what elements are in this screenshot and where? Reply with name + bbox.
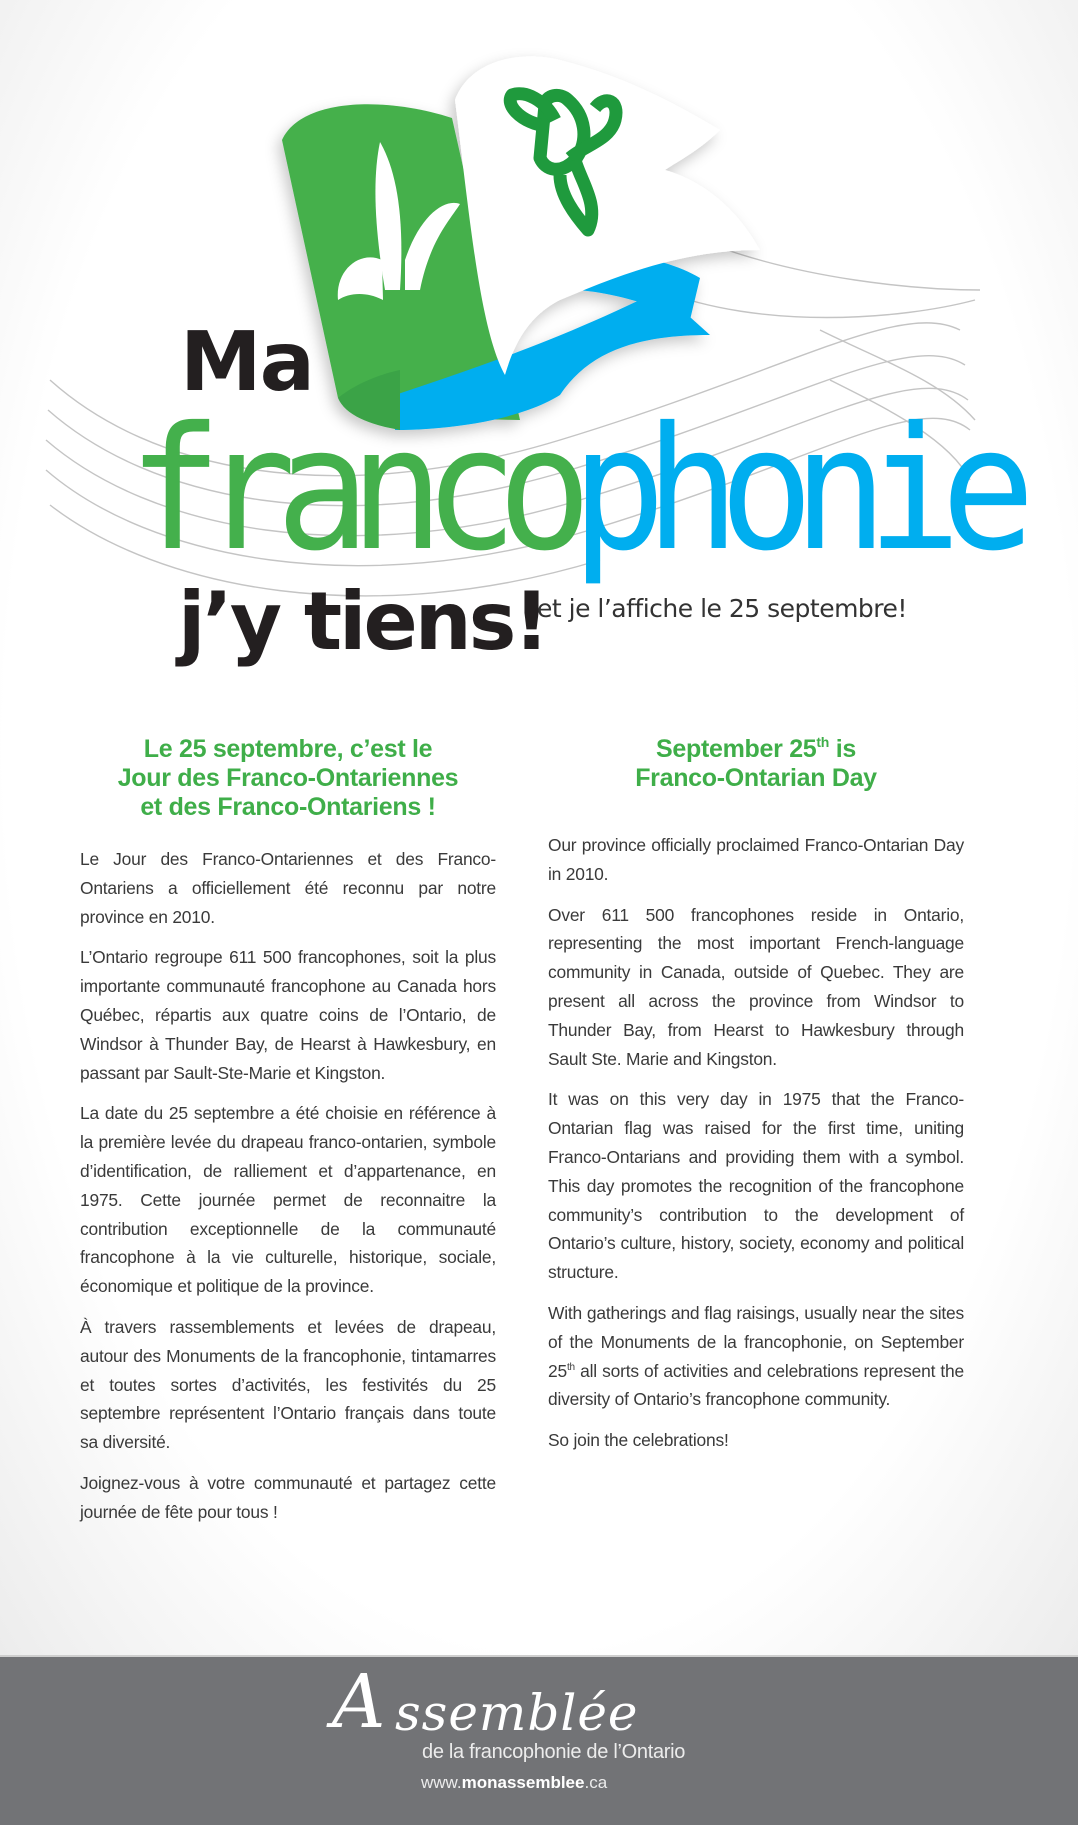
url-suffix: .ca xyxy=(584,1773,608,1792)
website-link[interactable] xyxy=(421,1774,607,1791)
english-heading xyxy=(548,735,964,793)
assemblee-logo-subtitle: de la francophonie de l’Ontario xyxy=(422,1741,686,1763)
french-heading xyxy=(80,735,496,822)
french-heading-line: Le 25 septembre, c’est le xyxy=(143,735,433,763)
french-paragraph: Le Jour des Franco-Ontariennes et des Franco-Ontariens a officiellement été reconnu par notre province en 2010. xyxy=(80,849,496,927)
french-heading-line: et des Franco-Ontariens ! xyxy=(140,793,436,821)
french-paragraph: Joignez-vous à votre communauté et partagez cette journée de fête pour tous ! xyxy=(80,1472,496,1522)
title-francophonie xyxy=(128,391,1016,589)
title-subtitle: et je l’affiche le 25 septembre! xyxy=(537,594,907,623)
english-paragraph: Our province officially proclaimed Franco-Ontarian Day in 2010. xyxy=(548,835,964,884)
assemblee-logo-initial: A xyxy=(332,1659,386,1745)
url-domain: monassemblee xyxy=(461,1773,585,1792)
english-column xyxy=(548,735,964,1467)
french-paragraph: L’Ontario regroupe 611 500 francophones, soit la plus importante communauté francophone au Canada hors Québec, répartis aux quatre coins de l’Ontario, de Windsor à Thunder Bay, de Hearst à Hawkesbury, en passant par Sault-Ste-Marie et Kingston. xyxy=(80,947,496,1083)
title-ma: Ma xyxy=(180,315,313,410)
french-column xyxy=(80,735,496,1539)
ordinal-suffix: th xyxy=(566,1361,575,1373)
english-paragraph-text: With gatherings and flag raisings, usually near the sites of the Monuments de la francophonie, on September 25 xyxy=(548,1302,964,1381)
assemblee-logo-name: ssemblée xyxy=(395,1684,639,1742)
english-heading-text: Franco-Ontarian Day xyxy=(635,764,877,792)
english-closing: So join the celebrations! xyxy=(548,1430,729,1451)
title-phonie-blue: phonie xyxy=(571,391,1016,589)
english-heading-text: is xyxy=(829,735,856,763)
english-heading-text: September 25 xyxy=(656,735,817,763)
hero-banner xyxy=(0,0,1078,700)
title-franco-green: franco xyxy=(128,391,572,589)
english-paragraph: Over 611 500 francophones reside in Ontario, representing the most important French-language community in Canada, outside of Quebec. They are present all across the province from Windsor to Thunder Bay, from Hearst to Hawkesbury through Sault Ste. Marie and Kingston. xyxy=(548,904,964,1069)
french-paragraph: La date du 25 septembre a été choisie en référence à la première levée du drapeau franco-ontarien, symbole d’identification, de ralliement et d’appartenance, en 1975. Cette journée permet de reconnaitre la contribution exceptionnelle de la communauté francophone à la vie culturelle, historique, sociale, économique et politique de la province. xyxy=(80,1103,496,1297)
english-paragraph: It was on this very day in 1975 that the Franco-Ontarian flag was raised for the first time, uniting Franco-Ontarians and providing them with a symbol. This day promotes the recognition of the francophone community’s contribution to the development of Ontario’s culture, history, society, economy and political structure. xyxy=(548,1089,964,1283)
english-paragraph-text: all sorts of activities and celebrations represent the diversity of Ontario’s francophone community. xyxy=(548,1360,964,1410)
french-paragraph: À travers rassemblements et levées de drapeau, autour des Monuments de la francophonie, tintamarres et toutes sortes d’activités, les festivités du 25 septembre représentent l’Ontario français dans toute sa diversité. xyxy=(80,1316,496,1453)
title-jy-tiens: j’y tiens! xyxy=(178,575,547,668)
url-prefix: www. xyxy=(421,1773,462,1792)
french-heading-line: Jour des Franco-Ontariennes xyxy=(117,764,459,792)
ordinal-suffix: th xyxy=(816,734,830,750)
english-paragraph xyxy=(548,1299,964,1414)
